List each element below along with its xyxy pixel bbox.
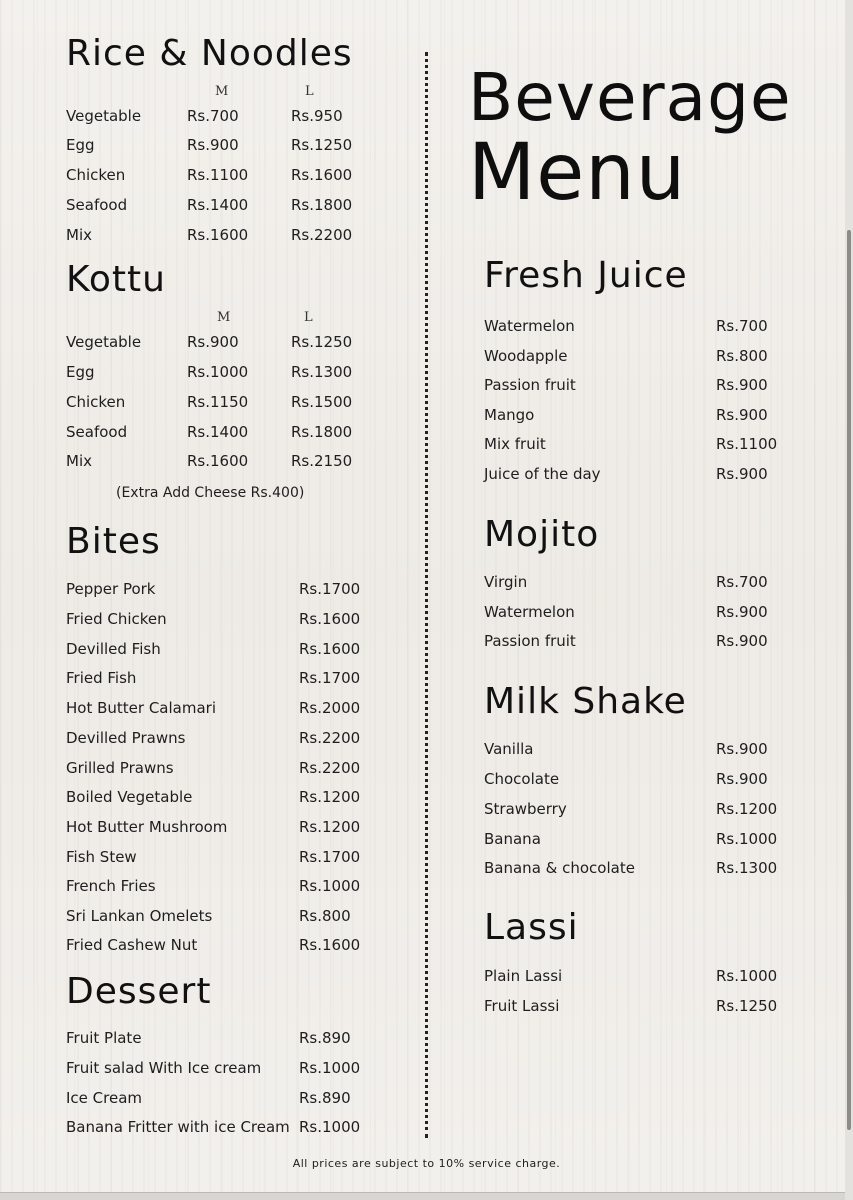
item-price: Rs.800 xyxy=(299,907,351,925)
item-price: Rs.1100 xyxy=(716,435,778,453)
item-name: Fruit Plate xyxy=(66,1029,142,1047)
item-price: Rs.2200 xyxy=(299,759,361,777)
item-price-l: Rs.2200 xyxy=(291,226,353,244)
item-price-m: Rs.1600 xyxy=(187,452,249,470)
item-price-m: Rs.1400 xyxy=(187,196,249,214)
item-price: Rs.900 xyxy=(716,376,768,394)
item-price-m: Rs.700 xyxy=(187,107,239,125)
item-name: Egg xyxy=(66,363,95,381)
scrollbar-thumb[interactable] xyxy=(847,230,851,1130)
item-price: Rs.1000 xyxy=(299,877,361,895)
item-price: Rs.900 xyxy=(716,740,768,758)
item-price-l: Rs.2150 xyxy=(291,452,353,470)
item-name: Egg xyxy=(66,136,95,154)
kottu-heading: Kottu xyxy=(66,259,166,300)
dessert-heading: Dessert xyxy=(66,971,212,1012)
item-name: Banana xyxy=(484,830,541,848)
item-name: Watermelon xyxy=(484,603,575,621)
item-name: French Fries xyxy=(66,877,156,895)
item-price-l: Rs.1600 xyxy=(291,166,353,184)
item-name: Passion fruit xyxy=(484,376,576,394)
item-price-l: Rs.1500 xyxy=(291,393,353,411)
item-name: Hot Butter Mushroom xyxy=(66,818,228,836)
item-name: Hot Butter Calamari xyxy=(66,699,216,717)
item-price: Rs.1700 xyxy=(299,580,361,598)
item-price: Rs.1250 xyxy=(716,997,778,1015)
item-price-m: Rs.900 xyxy=(187,333,239,351)
item-price-l: Rs.1250 xyxy=(291,333,353,351)
item-price-m: Rs.900 xyxy=(187,136,239,154)
item-name: Banana Fritter with ice Cream xyxy=(66,1118,290,1136)
item-price: Rs.900 xyxy=(716,770,768,788)
item-name: Fried Fish xyxy=(66,669,137,687)
lassi-heading: Lassi xyxy=(484,907,579,948)
item-price-l: Rs.1800 xyxy=(291,423,353,441)
item-price: Rs.1600 xyxy=(299,610,361,628)
item-name: Watermelon xyxy=(484,317,575,335)
item-price: Rs.2000 xyxy=(299,699,361,717)
item-price: Rs.1000 xyxy=(716,830,778,848)
item-price: Rs.890 xyxy=(299,1089,351,1107)
item-name: Strawberry xyxy=(484,800,567,818)
menu-title: Menu xyxy=(468,128,687,218)
item-name: Ice Cream xyxy=(66,1089,143,1107)
item-price-m: Rs.1600 xyxy=(187,226,249,244)
item-name: Mango xyxy=(484,406,535,424)
item-price: Rs.900 xyxy=(716,465,768,483)
item-price: Rs.700 xyxy=(716,317,768,335)
item-name: Fish Stew xyxy=(66,848,137,866)
item-price: Rs.800 xyxy=(716,347,768,365)
item-price: Rs.700 xyxy=(716,573,768,591)
item-price-m: Rs.1400 xyxy=(187,423,249,441)
item-price: Rs.1000 xyxy=(299,1059,361,1077)
kottu-size-l: L xyxy=(304,310,313,325)
item-name: Juice of the day xyxy=(484,465,601,483)
vertical-scrollbar[interactable] xyxy=(845,0,853,1200)
item-name: Mix fruit xyxy=(484,435,546,453)
kottu-size-m: M xyxy=(217,310,231,325)
item-name: Passion fruit xyxy=(484,632,576,650)
item-name: Seafood xyxy=(66,196,128,214)
item-name: Fried Chicken xyxy=(66,610,167,628)
item-name: Banana & chocolate xyxy=(484,859,635,877)
item-name: Grilled Prawns xyxy=(66,759,174,777)
item-price: Rs.1300 xyxy=(716,859,778,877)
item-price-l: Rs.1250 xyxy=(291,136,353,154)
item-name: Vanilla xyxy=(484,740,534,758)
item-price: Rs.1600 xyxy=(299,640,361,658)
item-price-m: Rs.1100 xyxy=(187,166,249,184)
item-price: Rs.1000 xyxy=(716,967,778,985)
rice-noodles-heading: Rice & Noodles xyxy=(66,33,353,74)
item-name: Mix xyxy=(66,452,92,470)
item-name: Sri Lankan Omelets xyxy=(66,907,213,925)
fresh-juice-heading: Fresh Juice xyxy=(484,255,688,296)
column-divider xyxy=(425,52,428,1138)
kottu-extra-note: (Extra Add Cheese Rs.400) xyxy=(116,485,305,501)
item-name: Chicken xyxy=(66,166,126,184)
item-price: Rs.1200 xyxy=(299,788,361,806)
item-name: Vegetable xyxy=(66,333,142,351)
item-name: Vegetable xyxy=(66,107,142,125)
item-name: Devilled Prawns xyxy=(66,729,186,747)
item-name: Fruit Lassi xyxy=(484,997,560,1015)
item-name: Pepper Pork xyxy=(66,580,156,598)
item-name: Seafood xyxy=(66,423,128,441)
item-price: Rs.1200 xyxy=(299,818,361,836)
item-price-l: Rs.1300 xyxy=(291,363,353,381)
item-name: Devilled Fish xyxy=(66,640,161,658)
beverage-title: Beverage xyxy=(468,59,792,136)
item-price-m: Rs.1000 xyxy=(187,363,249,381)
bites-heading: Bites xyxy=(66,521,161,562)
item-name: Chocolate xyxy=(484,770,560,788)
item-price: Rs.2200 xyxy=(299,729,361,747)
rice-noodles-size-l: L xyxy=(305,84,314,99)
item-price: Rs.890 xyxy=(299,1029,351,1047)
item-price: Rs.1200 xyxy=(716,800,778,818)
item-price: Rs.1700 xyxy=(299,848,361,866)
item-name: Chicken xyxy=(66,393,126,411)
item-price: Rs.900 xyxy=(716,603,768,621)
item-name: Mix xyxy=(66,226,92,244)
item-name: Virgin xyxy=(484,573,528,591)
milk-shake-heading: Milk Shake xyxy=(484,681,687,722)
item-name: Fruit salad With Ice cream xyxy=(66,1059,262,1077)
rice-noodles-size-m: M xyxy=(215,84,229,99)
item-price: Rs.900 xyxy=(716,632,768,650)
item-name: Woodapple xyxy=(484,347,568,365)
item-price: Rs.1000 xyxy=(299,1118,361,1136)
item-price-l: Rs.950 xyxy=(291,107,343,125)
item-name: Plain Lassi xyxy=(484,967,563,985)
item-price: Rs.900 xyxy=(716,406,768,424)
service-charge-note: All prices are subject to 10% service charge. xyxy=(292,1157,561,1170)
item-price: Rs.1700 xyxy=(299,669,361,687)
item-price-m: Rs.1150 xyxy=(187,393,249,411)
mojito-heading: Mojito xyxy=(484,514,600,555)
item-name: Boiled Vegetable xyxy=(66,788,193,806)
item-price: Rs.1600 xyxy=(299,936,361,954)
item-name: Fried Cashew Nut xyxy=(66,936,198,954)
item-price-l: Rs.1800 xyxy=(291,196,353,214)
